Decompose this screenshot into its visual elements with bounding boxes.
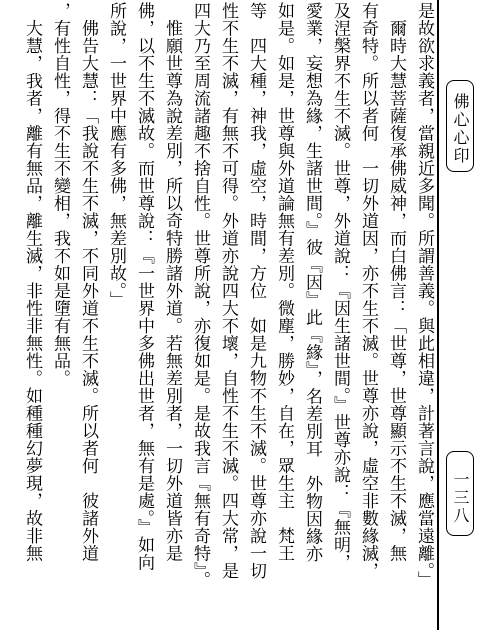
text-column: 是故欲求義者，當親近多聞。所謂善義。與此相違，計著言說，應當遠離。」	[414, 2, 434, 589]
text-column: 所說，一世界中應有多佛，無差別故。」	[106, 2, 126, 309]
book-title: 佛心心印	[446, 80, 474, 172]
text-column: 大慧，我者，離有無品，離生滅，非性非無性。如種種幻夢現，故非無	[22, 2, 42, 562]
page-border	[437, 0, 439, 630]
text-column: 爾時大慧菩薩復承佛威神，而白佛言：「世尊，世尊顯示不生不滅，無	[386, 2, 406, 562]
text-column: 有奇特。所以者何 一切外道因，亦不生不滅。世尊亦說，虛空非數緣滅，	[358, 2, 378, 580]
text-column: 愛業，妄想為緣，生諸世間。』彼『因』此『緣』，名差別耳 外物因緣亦	[302, 2, 322, 563]
text-column: ，有性自性，得不生不變相，我不如是墮有無品。	[50, 2, 70, 387]
text-column: 四大乃至周流諸趣不捨自性。世尊所說，亦復如是。是故我言『無有奇特』。	[190, 2, 210, 589]
text-column: 性不生不滅，有無不可得。外道亦說四大不壞，自性不生不滅。四大常，是	[218, 2, 238, 580]
text-column: 惟願世尊為說差別，所以奇特勝諸外道。若無差別者，一切外道皆亦是	[162, 2, 182, 562]
page-number: 一三八	[446, 451, 474, 536]
text-page	[7, 0, 437, 630]
text-column: 佛，以不生不滅故。而世尊說：『一世界中多佛出世者，無有是處。』如向	[134, 2, 154, 571]
text-column: 及涅槃界不生不滅。世尊，外道說：『因生諸世間。』世尊亦說：『無明，	[330, 2, 350, 571]
text-column: 佛告大慧：「我說不生不滅，不同外道不生不滅。所以者何 彼諸外道	[78, 2, 98, 562]
text-column: 如是。如是，世尊與外道論無有差別。微塵，勝妙，自在，眾生主 梵王	[274, 2, 294, 562]
text-column: 等 四大種，神我，虛空，時間，方位 如是九物不生不滅。世尊亦說一切	[246, 2, 266, 580]
